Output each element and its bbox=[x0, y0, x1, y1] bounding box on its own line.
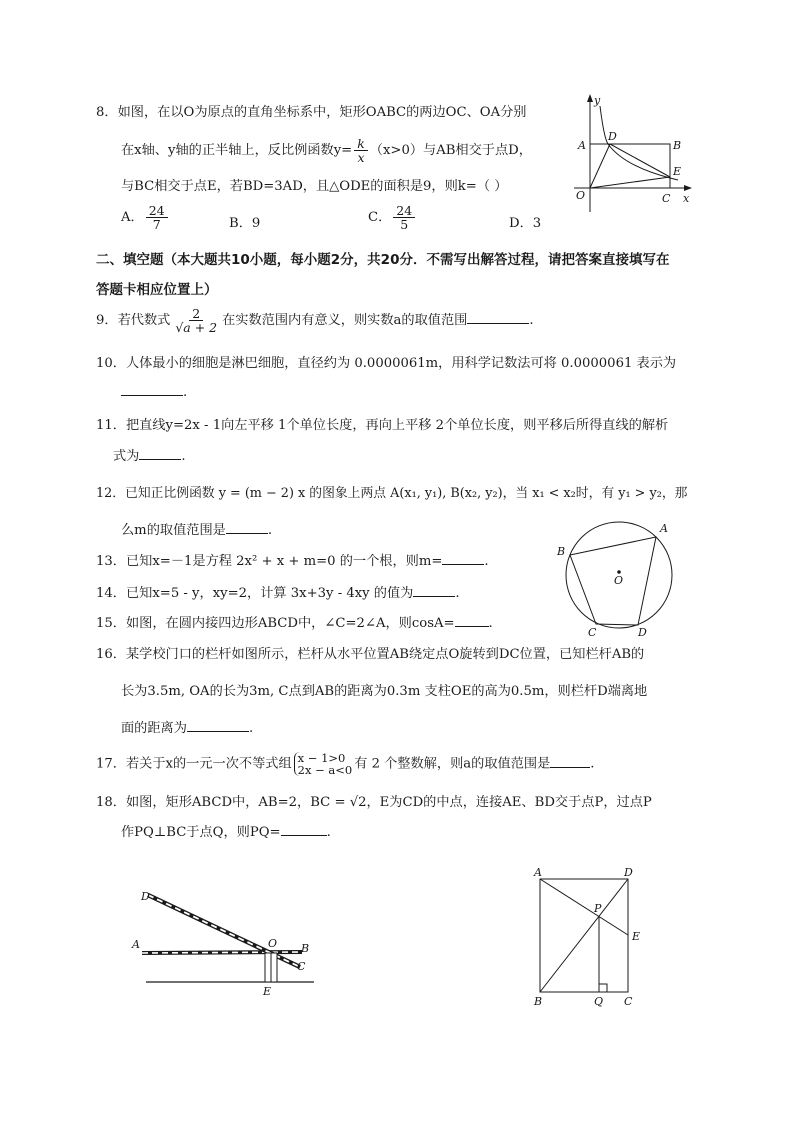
q8-line2 bbox=[121, 137, 532, 164]
section2-heading-line2: 答题卡相应位置上） bbox=[96, 282, 218, 298]
q12-line2-text: 么m的取值范围是 bbox=[121, 523, 226, 538]
section2-heading: 二、填空题（本大题共10小题，每小题2分，共20分．不需写出解答过程，请把答案直接填写在 bbox=[96, 252, 670, 268]
q9 bbox=[96, 307, 534, 334]
q18-end: . bbox=[326, 825, 331, 840]
q17 bbox=[96, 752, 595, 776]
q14 bbox=[96, 582, 460, 601]
q13-text: 13．已知x=－1是方程 2x² + x + m=0 的一个根，则m= bbox=[96, 554, 443, 569]
q8-segment-od bbox=[590, 144, 610, 188]
q18-label-c: C bbox=[624, 995, 633, 1008]
q17-prefix: 17．若关于x的一元一次不等式组 bbox=[96, 756, 292, 772]
q16-line1: 16．某学校门口的栏杆如图所示，栏杆从水平位置AB绕定点O旋转到DC位置，已知栏杆AB的 bbox=[96, 647, 645, 662]
q8-option-a-frac bbox=[146, 204, 168, 231]
q9-answer-blank[interactable] bbox=[467, 311, 529, 324]
q8-option-c-label: C． bbox=[368, 210, 392, 226]
q8-label-d: D bbox=[608, 130, 617, 143]
q15-text: 15．如图，在圆内接四边形ABCD中，∠C=2∠A，则cosA= bbox=[96, 616, 455, 631]
q18-right-angle-mark bbox=[599, 984, 607, 992]
q16-line3-text: 面的距离为 bbox=[121, 721, 187, 736]
q15-quadrilateral-abcd bbox=[570, 537, 656, 625]
q13 bbox=[96, 550, 489, 569]
q12-answer-blank[interactable] bbox=[226, 521, 268, 534]
q8-label-o: O bbox=[576, 189, 586, 202]
q18-label-d: D bbox=[624, 866, 633, 879]
q18-label-a: A bbox=[534, 866, 542, 879]
q18-rectangle-figure bbox=[528, 862, 644, 1008]
q8-x-arrow bbox=[684, 185, 692, 191]
q17-inequality-system bbox=[294, 752, 353, 776]
q11-answer-blank[interactable] bbox=[139, 447, 181, 460]
q12-end: . bbox=[267, 523, 273, 538]
q18-line2 bbox=[121, 821, 331, 840]
q15-answer-blank[interactable] bbox=[455, 614, 489, 627]
q8-hyperbola bbox=[600, 106, 678, 180]
q10-line1: 10．人体最小的细胞是淋巴细胞，直径约为 0.0000061m，用科学记数法可将 0.0000061 表示为 bbox=[96, 356, 677, 371]
q8-option-a-den: 7 bbox=[152, 217, 161, 233]
q9-suffix: 在实数范围内有意义，则实数a的取值范围 bbox=[222, 313, 468, 329]
q15-circle-figure bbox=[552, 512, 688, 638]
q8-label-a: A bbox=[578, 139, 586, 152]
q8-y-arrow bbox=[587, 94, 593, 102]
q8-label-c: C bbox=[662, 192, 671, 205]
q11-line2 bbox=[113, 445, 186, 464]
q10-line2 bbox=[121, 383, 187, 400]
q8-label-y: y bbox=[594, 94, 601, 107]
q16-label-c: C bbox=[297, 960, 306, 973]
q16-label-e: E bbox=[263, 985, 272, 998]
q8-label-e: E bbox=[673, 165, 682, 178]
q18-label-b: B bbox=[534, 995, 543, 1008]
q16-barrier-figure bbox=[128, 880, 320, 1000]
q8-rectangle-oabc bbox=[590, 144, 670, 188]
q8-option-a bbox=[121, 204, 170, 231]
q8-line1: 8．如图，在以O为原点的直角坐标系中，矩形OABC的两边OC、OA分别 bbox=[96, 105, 527, 120]
q15 bbox=[96, 612, 493, 631]
q12-line1: 12．已知正比例函数 y = (m − 2) x 的图象上两点 A(x₁, y₁), B(x₂, y₂)，当 x₁ < x₂时，有 y₁ > y₂，那 bbox=[96, 486, 688, 501]
q18-line2-text: 作PQ⊥BC于点Q，则PQ= bbox=[121, 825, 281, 840]
q8-option-a-label: A． bbox=[121, 210, 144, 226]
q16-end: . bbox=[248, 721, 254, 736]
q16-line3 bbox=[121, 717, 253, 736]
q9-fraction bbox=[172, 307, 220, 334]
q17-inequality-1: x − 1>0 bbox=[297, 751, 346, 765]
q11-line2-text: 式为 bbox=[113, 449, 140, 464]
q8-label-x: x bbox=[683, 192, 690, 205]
q8-segment-de bbox=[610, 144, 670, 177]
q8-option-c bbox=[368, 204, 417, 231]
q16-label-o: O bbox=[268, 937, 278, 950]
q15-label-c: C bbox=[588, 626, 597, 638]
q12-line2 bbox=[121, 519, 272, 538]
q8-label-b: B bbox=[673, 139, 682, 152]
q8-option-d: D．3 bbox=[509, 216, 542, 231]
q18-answer-blank[interactable] bbox=[281, 823, 327, 836]
q13-end: . bbox=[484, 554, 489, 569]
q17-end: . bbox=[590, 756, 595, 772]
q10-answer-blank[interactable] bbox=[121, 383, 183, 396]
q18-label-q: Q bbox=[594, 995, 604, 1008]
q15-label-a: A bbox=[660, 522, 668, 535]
q8-line2-tail: （x>0）与AB相交于点D， bbox=[369, 143, 532, 159]
q18-label-p: P bbox=[594, 902, 602, 915]
q8-option-b: B．9 bbox=[229, 216, 261, 231]
q8-segment-oe bbox=[590, 177, 670, 188]
q14-text: 14．已知x=5 - y，xy=2，计算 3x+3y - 4xy 的值为 bbox=[96, 586, 414, 601]
q9-end: . bbox=[529, 313, 534, 329]
q16-label-b: B bbox=[301, 942, 310, 955]
q16-label-d: D bbox=[141, 890, 150, 903]
q18-line1: 18．如图，矩形ABCD中，AB=2，BC = √2，E为CD的中点，连接AE、BD交于点P，过点P bbox=[96, 795, 652, 810]
q18-label-e: E bbox=[632, 930, 641, 943]
q8-coordinate-figure bbox=[570, 90, 696, 220]
q14-end: . bbox=[455, 586, 460, 601]
q13-answer-blank[interactable] bbox=[442, 552, 484, 565]
q9-frac-den: √a + 2 bbox=[175, 320, 218, 336]
q8-option-a-num: 24 bbox=[146, 204, 168, 218]
q17-inequality-2: 2x − a<0 bbox=[297, 763, 353, 778]
q8-option-c-den: 5 bbox=[400, 217, 409, 233]
q8-frac-num: k bbox=[354, 137, 368, 151]
q16-answer-blank[interactable] bbox=[187, 719, 249, 732]
q11-end: . bbox=[181, 449, 186, 464]
q11-line1: 11．把直线y=2x - 1向左平移 1个单位长度，再向上平移 2个单位长度，则平移后所得直线的解析 bbox=[96, 418, 669, 433]
q8-option-c-frac bbox=[393, 204, 415, 231]
q15-end: . bbox=[488, 616, 493, 631]
q15-label-o: O bbox=[614, 574, 624, 587]
q8-fraction-k-over-x bbox=[354, 137, 368, 164]
q15-label-d: D bbox=[638, 626, 647, 638]
q10-end: . bbox=[183, 385, 188, 400]
q8-frac-den: x bbox=[357, 150, 365, 166]
q17-suffix: 有 2 个整数解，则a的取值范围是 bbox=[354, 756, 551, 772]
q15-label-b: B bbox=[557, 545, 566, 558]
q9-prefix: 9．若代数式 bbox=[96, 313, 171, 329]
q9-frac-num: 2 bbox=[189, 307, 203, 321]
q14-answer-blank[interactable] bbox=[413, 584, 455, 597]
q18-segment-ae bbox=[540, 879, 628, 935]
q16-label-a: A bbox=[132, 938, 140, 951]
q8-line3: 与BC相交于点E，若BD=3AD，且△ODE的面积是9，则k=（ ） bbox=[121, 179, 508, 194]
q17-answer-blank[interactable] bbox=[550, 755, 590, 768]
q16-line2: 长为3.5m, OA的长为3m, C点到AB的距离为0.3m 支柱OE的高为0.5m，则栏杆D端离地 bbox=[121, 684, 648, 699]
q18-segment-bd bbox=[540, 879, 628, 992]
q8-line2-text: 在x轴、y轴的正半轴上，反比例函数y= bbox=[121, 143, 353, 159]
q8-option-c-num: 24 bbox=[393, 204, 415, 218]
